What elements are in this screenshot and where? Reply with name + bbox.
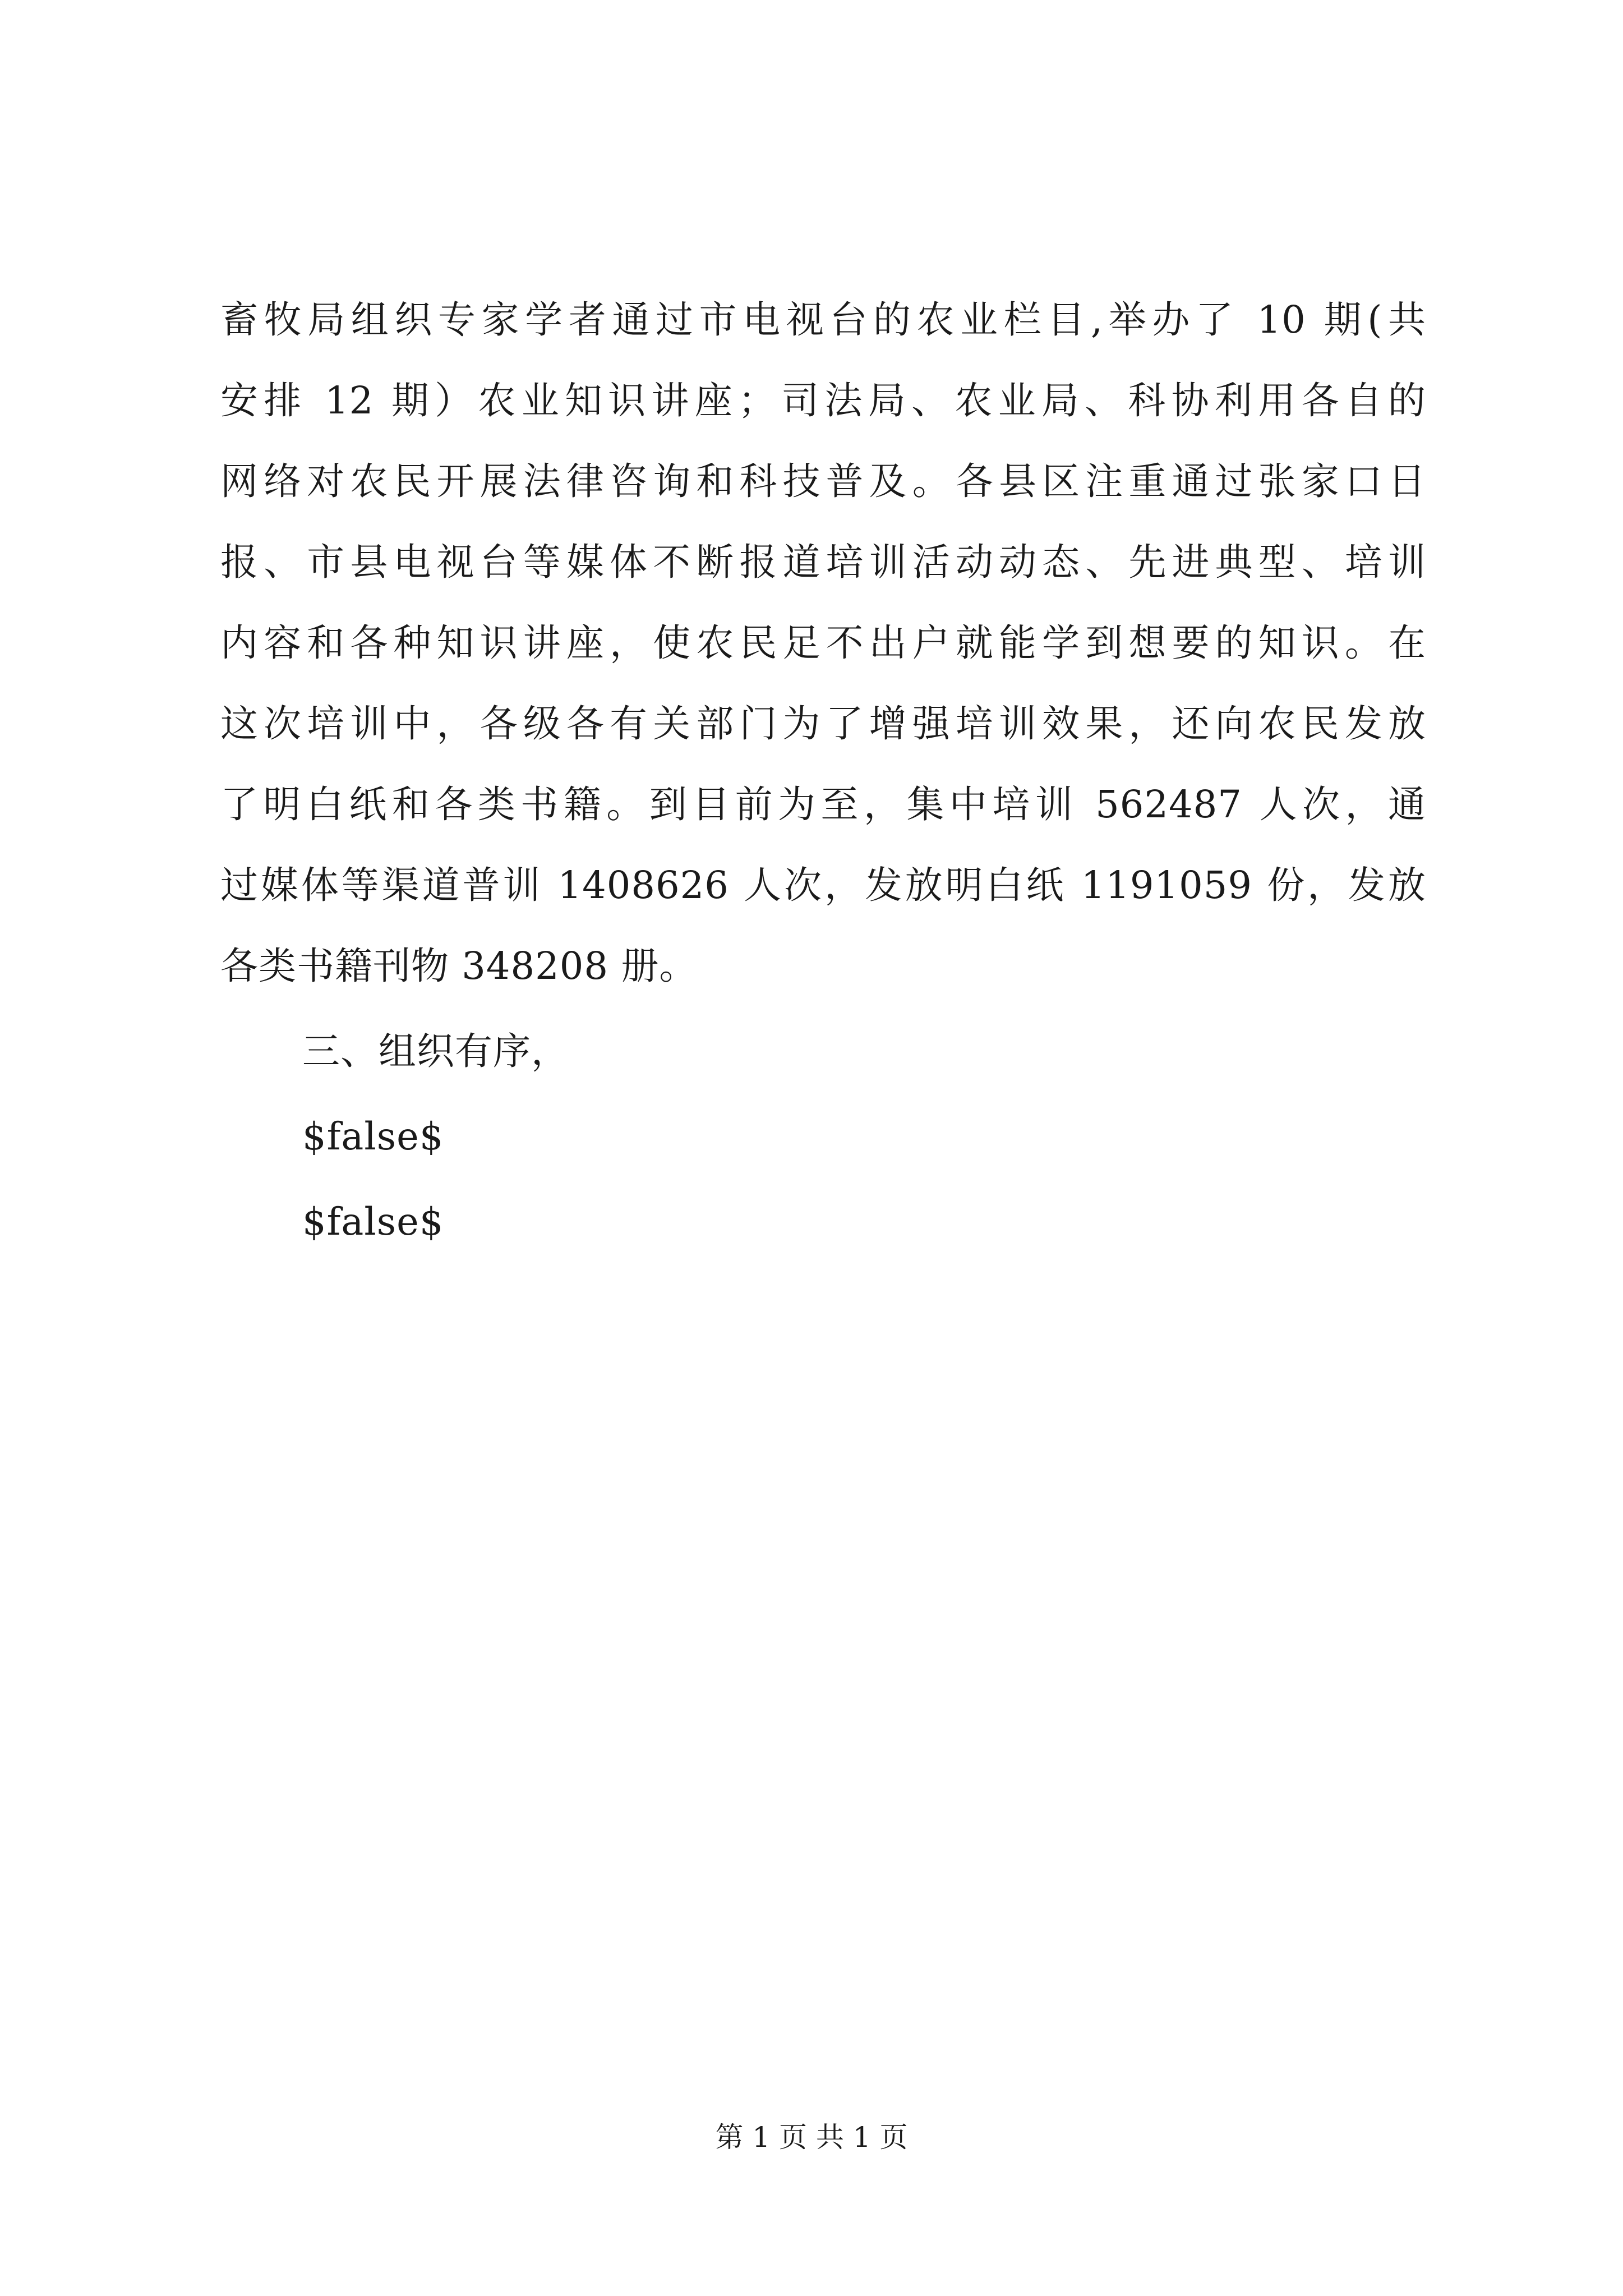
body-line-9: 各类书籍刊物 348208 册。	[220, 944, 698, 988]
body-line-5: 内容和各种知识讲座，使农民足不出户就能学到想要的知识。在	[220, 621, 1426, 665]
body-line-3: 网络对农民开展法律咨询和科技普及。各县区注重通过张家口日	[220, 459, 1426, 503]
body-line-6: 这次培训中，各级各有关部门为了增强培训效果，还向农民发放	[220, 702, 1426, 746]
body-line-1: 畜牧局组织专家学者通过市电视台的农业栏目,举办了 10 期(共	[220, 298, 1426, 342]
placeholder-text-2: $false$	[302, 1200, 444, 1244]
body-line-4: 报、市县电视台等媒体不断报道培训活动动态、先进典型、培训	[220, 540, 1426, 584]
placeholder-text-1: $false$	[302, 1115, 444, 1158]
document-body	[220, 279, 1426, 1262]
body-line-7: 了明白纸和各类书籍。到目前为至，集中培训 562487 人次，通	[220, 783, 1426, 826]
body-line-2: 安排 12 期）农业知识讲座；司法局、农业局、科协利用各自的	[220, 379, 1426, 422]
page-footer: 第 1 页 共 1 页	[715, 2121, 908, 2154]
section-heading: 三、组织有序，	[302, 1029, 569, 1073]
body-line-8: 过媒体等渠道普训 1408626 人次，发放明白纸 1191059 份，发放	[220, 863, 1426, 907]
